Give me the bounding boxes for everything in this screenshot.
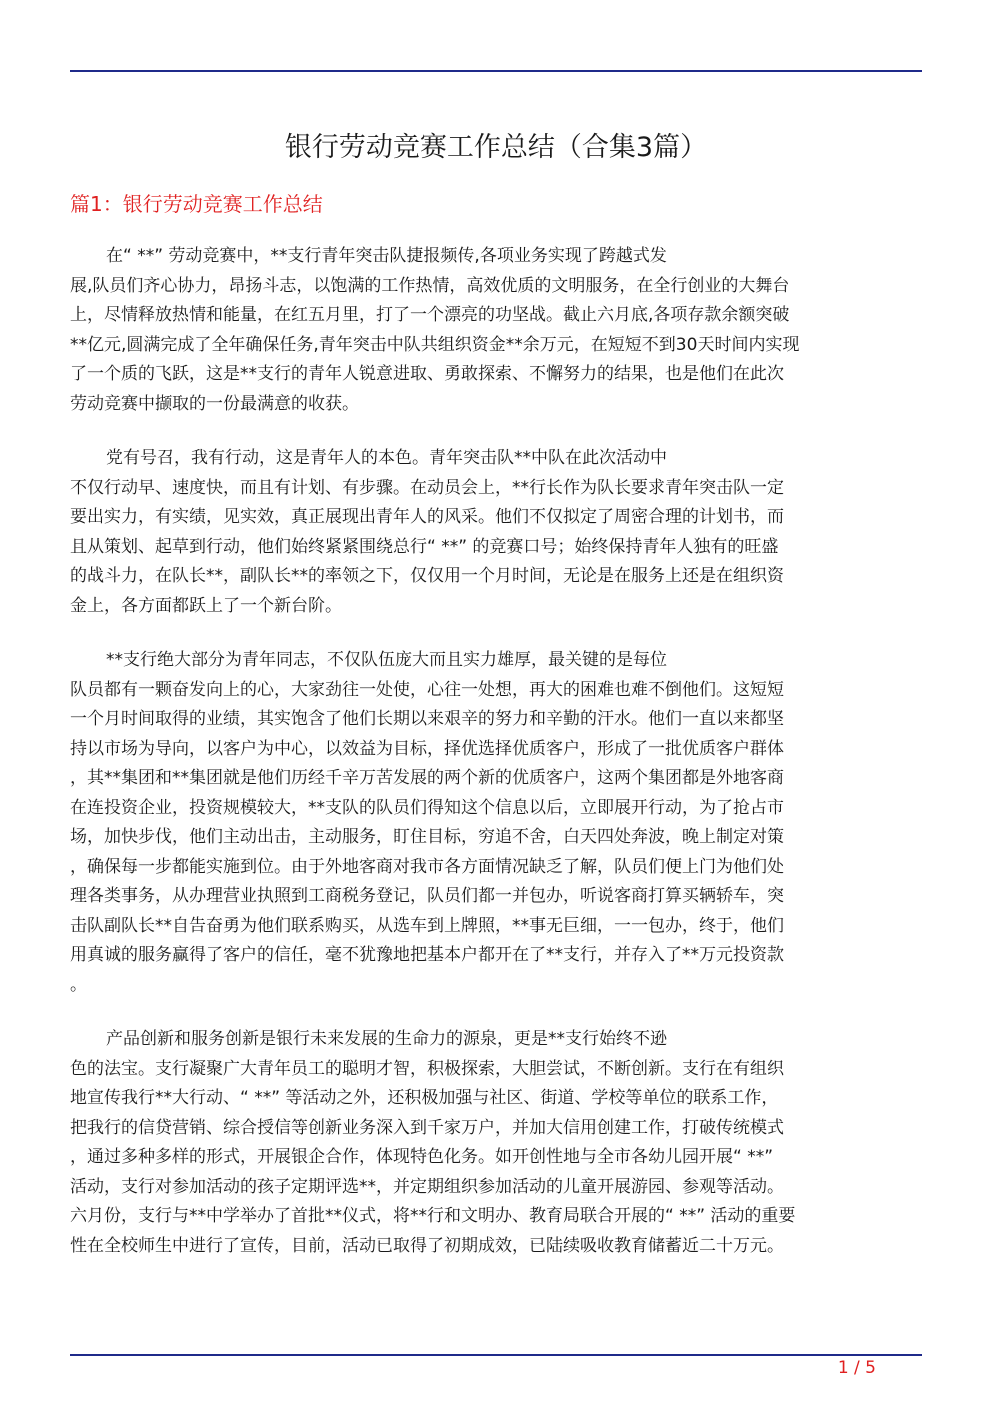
paragraph-line: 金上，各方面都跃上了一个新台阶。 — [70, 595, 342, 616]
paragraph-line: 在连投资企业，投资规模较大，**支队的队员们得知这个信息以后，立即展开行动，为了抢占市 — [70, 797, 784, 818]
paragraph-line: 地宣传我行**大行动、“ **” 等活动之外，还积极加强与社区、街道、学校等单位的联系工作， — [70, 1088, 779, 1108]
header-rule — [70, 70, 922, 72]
paragraph-line: **亿元,圆满完成了全年确保任务,青年突击中队共组织资金**余万元，在短短不到30天时间内实现 — [70, 334, 800, 355]
paragraph-line: 不仅行动早、速度快，而且有计划、有步骤。在动员会上，**行长作为队长要求青年突击队一定 — [70, 477, 784, 498]
paragraph-line: 产品创新和服务创新是银行未来发展的生命力的源泉，更是**支行始终不逊 — [106, 1029, 667, 1049]
paragraph-line: 把我行的信贷营销、综合授信等创新业务深入到千家万户，并加大信用创建工作，打破传统模式 — [70, 1117, 784, 1138]
paragraph-line: ，通过多种多样的形式，开展银企合作，体现特色化务。如开创性地与全市各幼儿园开展“ **” — [70, 1147, 774, 1167]
paragraph-line: 展,队员们齐心协力，昂扬斗志，以饱满的工作热情，高效优质的文明服务，在全行创业的大舞台 — [70, 275, 790, 296]
paragraph-line: ，其**集团和**集团就是他们历经千辛万苦发展的两个新的优质客户，这两个集团都是外地客商 — [70, 768, 784, 788]
paragraph-line: 用真诚的服务赢得了客户的信任，毫不犹豫地把基本户都开在了**支行，并存入了**万元投资款 — [70, 945, 784, 965]
paragraph-line: 六月份，支行与**中学举办了首批**仪式，将**行和文明办、教育局联合开展的“ **” 活动的重要 — [70, 1206, 796, 1226]
paragraph-line: 击队副队长**自告奋勇为他们联系购买，从选车到上牌照，**事无巨细，一一包办，终于，他们 — [70, 915, 784, 936]
paragraph — [70, 242, 922, 419]
paragraph-line: 在“ **” 劳动竞赛中，**支行青年突击队捷报频传,各项业务实现了跨越式发 — [106, 246, 667, 266]
paragraph-line: 。 — [70, 974, 87, 995]
paragraph-line: 的战斗力，在队长**，副队长**的率领之下，仅仅用一个月时间，无论是在服务上还是在组织资 — [70, 566, 784, 586]
paragraph-line: 持以市场为导向，以客户为中心，以效益为目标，择优选择优质客户，形成了一批优质客户群体 — [70, 738, 784, 759]
page-number: 1 / 5 — [837, 1358, 876, 1378]
paragraph-line: 理各类事务，从办理营业执照到工商税务登记，队员们都一并包办，听说客商打算买辆轿车，突 — [70, 886, 784, 906]
paragraph-line: 上，尽情释放热情和能量，在红五月里，打了一个漂亮的功坚战。截止六月底,各项存款余额突破 — [70, 305, 790, 325]
paragraph-line: 一个月时间取得的业绩，其实饱含了他们长期以来艰辛的努力和辛勤的汗水。他们一直以来都坚 — [70, 709, 784, 729]
section-heading: 篇1：银行劳动竞赛工作总结 — [70, 192, 323, 216]
paragraph — [70, 1025, 922, 1261]
document-body — [70, 242, 922, 1286]
paragraph-line: ，确保每一步都能实施到位。由于外地客商对我市各方面情况缺乏了解，队员们便上门为他们处 — [70, 856, 784, 877]
paragraph-line: 且从策划、起草到行动，他们始终紧紧围绕总行“ **” 的竞赛口号；始终保持青年人独有的旺盛 — [70, 536, 779, 557]
paragraph-line: 队员都有一颗奋发向上的心，大家劲往一处使，心往一处想，再大的困难也难不倒他们。这短短 — [70, 679, 784, 700]
paragraph-line: 劳动竞赛中撷取的一份最满意的收获。 — [70, 393, 359, 414]
paragraph-line: 色的法宝。支行凝聚广大青年员工的聪明才智，积极探索，大胆尝试，不断创新。支行在有组织 — [70, 1058, 784, 1079]
paragraph-line: 了一个质的飞跃，这是**支行的青年人锐意进取、勇敢探索、不懈努力的结果，也是他们在此次 — [70, 364, 784, 384]
paragraph-line: **支行绝大部分为青年同志，不仅队伍庞大而且实力雄厚，最关键的是每位 — [106, 650, 667, 670]
paragraph-line: 要出实力，有实绩，见实效，真正展现出青年人的风采。他们不仅拟定了周密合理的计划书，而 — [70, 507, 784, 527]
paragraph-line: 性在全校师生中进行了宣传，目前，活动已取得了初期成效，已陆续吸收教育储蓄近二十万元。 — [70, 1235, 784, 1256]
document-title: 银行劳动竞赛工作总结（合集3篇） — [284, 132, 708, 163]
footer-rule — [70, 1354, 922, 1356]
paragraph-line: 活动，支行对参加活动的孩子定期评选**，并定期组织参加活动的儿童开展游园、参观等活动。 — [70, 1176, 784, 1197]
paragraph-line: 党有号召，我有行动，这是青年人的本色。青年突击队**中队在此次活动中 — [106, 448, 667, 468]
paragraph-line: 场，加快步伐，他们主动出击，主动服务，盯住目标，穷追不舍，白天四处奔波，晚上制定对策 — [70, 827, 784, 847]
paragraph — [70, 444, 922, 621]
paragraph — [70, 646, 922, 1000]
